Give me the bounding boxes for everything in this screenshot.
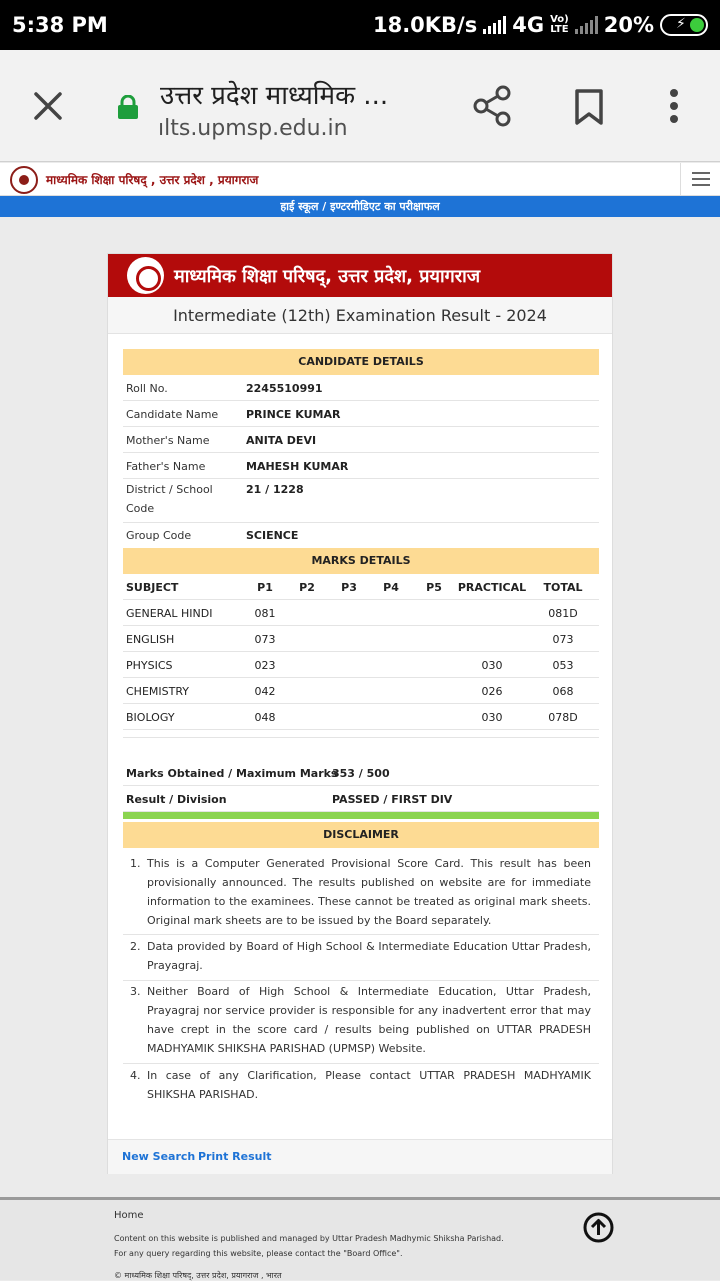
- column-header: PRACTICAL: [457, 581, 527, 594]
- roll-row: [123, 375, 599, 401]
- column-header: P1: [257, 581, 273, 594]
- disclaimer-item: [123, 937, 599, 981]
- page-footer: [0, 1197, 720, 1280]
- network-speed: 18.0KB/s: [372, 13, 478, 37]
- footer-published-text: Content on this website is published and managed by Uttar Pradesh Madhymic Shiksha Parishad.: [114, 1234, 504, 1243]
- disclaimer-text: Neither Board of High School & Intermediate Education, Uttar Pradesh, Prayagraj nor service provider is responsible for any inadvertent error that may have crept in the score card / results being published on UTTAR PRADESH MADHYAMIK SHIKSHA PARISHAD (UPMSP) Website.: [147, 985, 591, 1055]
- disclaimer-text: This is a Computer Generated Provisional Score Card. This result has been provisionally announced. The results published on website are for immediate information to the examinees. These cannot be treated as original mark sheets. Original mark sheets are to be issued by the Board separately.: [147, 857, 591, 927]
- marks-cell: 078D: [548, 711, 578, 724]
- disclaimer-item: [123, 854, 599, 935]
- site-header: [0, 163, 720, 196]
- column-header: SUBJECT: [126, 581, 179, 594]
- name-label: Candidate Name: [126, 408, 219, 421]
- card-actions: [108, 1139, 612, 1174]
- marks-obtained-value: 353 / 500: [332, 767, 390, 780]
- site-name[interactable]: माध्यमिक शिक्षा परिषद् , उत्तर प्रदेश , प्रयागराज: [46, 173, 259, 187]
- group-row: [123, 523, 599, 548]
- disclaimer-number: 4.: [130, 1069, 141, 1082]
- footer-contact-text: For any query regarding this website, please contact the "Board Office".: [114, 1249, 403, 1258]
- footer-copyright: © माध्यमिक शिक्षा परिषद्, उत्तर प्रदेश, प्रयागराज , भारत: [114, 1271, 282, 1280]
- result-division-label: Result / Division: [126, 793, 227, 806]
- new-search-link[interactable]: New Search: [122, 1150, 196, 1163]
- marks-cell: 048: [254, 711, 276, 724]
- marks-row: [123, 704, 599, 730]
- page-title[interactable]: उत्तर प्रदेश माध्यमिक ...: [160, 81, 389, 111]
- column-header: TOTAL: [543, 581, 583, 594]
- roll-value: 2245510991: [246, 382, 323, 395]
- column-header: P3: [341, 581, 357, 594]
- marks-cell: 030: [481, 659, 503, 672]
- marks-cell: 073: [254, 633, 276, 646]
- card-banner: [108, 254, 612, 297]
- clock: 5:38 PM: [12, 13, 108, 37]
- banner-logo: [127, 257, 164, 294]
- marks-cell: 030: [481, 711, 503, 724]
- subject-name: PHYSICS: [126, 659, 173, 672]
- subject-name: BIOLOGY: [126, 711, 175, 724]
- district-label: District / School: [126, 483, 213, 496]
- marks-row: [123, 678, 599, 704]
- result-division-row: [123, 786, 599, 812]
- marks-obtained-label: Marks Obtained / Maximum Marks: [126, 767, 338, 780]
- result-division-value: PASSED / FIRST DIV: [332, 793, 453, 806]
- marks-obtained-row: [123, 760, 599, 786]
- subject-name: ENGLISH: [126, 633, 175, 646]
- battery-icon: ⚡: [660, 14, 708, 36]
- marks-cell: 081D: [548, 607, 578, 620]
- roll-label: Roll No.: [126, 382, 168, 395]
- exam-title: Intermediate (12th) Examination Result - 2024: [108, 297, 612, 334]
- disclaimer-text: In case of any Clarification, Please contact UTTAR PRADESH MADHYAMIK SHIKSHA PARISHAD.: [147, 1069, 591, 1101]
- marks-row: [123, 652, 599, 678]
- lock-icon: [117, 95, 139, 119]
- close-icon[interactable]: [30, 88, 66, 124]
- marks-row: [123, 626, 599, 652]
- mother-row: [123, 427, 599, 453]
- disclaimer-text: Data provided by Board of High School & Intermediate Education Uttar Pradesh, Prayagraj.: [147, 940, 591, 972]
- father-row: [123, 453, 599, 479]
- disclaimer-item: [123, 982, 599, 1064]
- scroll-to-top-icon[interactable]: [583, 1212, 614, 1243]
- marks-spacer-row: [123, 730, 599, 738]
- signal-icon: [483, 16, 506, 34]
- marks-cell: 042: [254, 685, 276, 698]
- result-card: [107, 253, 613, 1174]
- volte-icon: Vo) LTE: [550, 14, 569, 35]
- district-label-code: Code: [126, 502, 155, 515]
- column-header: P2: [299, 581, 315, 594]
- name-value: PRINCE KUMAR: [246, 408, 341, 421]
- column-header: P5: [426, 581, 442, 594]
- marks-header-row: [123, 574, 599, 600]
- mother-label: Mother's Name: [126, 434, 210, 447]
- disclaimer-item: [123, 1066, 599, 1110]
- name-row: [123, 401, 599, 427]
- board-logo[interactable]: [10, 166, 38, 194]
- mother-value: ANITA DEVI: [246, 434, 317, 447]
- disclaimer-number: 1.: [130, 857, 141, 870]
- print-result-link[interactable]: Print Result: [198, 1150, 272, 1163]
- battery-percent: 20%: [603, 13, 654, 37]
- network-type: 4G: [512, 13, 545, 37]
- group-label: Group Code: [126, 529, 192, 542]
- marks-cell: 023: [254, 659, 276, 672]
- more-menu-icon[interactable]: [668, 88, 680, 124]
- candidate-details-heading: CANDIDATE DETAILS: [123, 349, 599, 375]
- result-status-bar: [123, 812, 599, 819]
- marks-cell: 026: [481, 685, 503, 698]
- subject-name: GENERAL HINDI: [126, 607, 213, 620]
- marks-cell: 053: [552, 659, 574, 672]
- father-value: MAHESH KUMAR: [246, 460, 349, 473]
- disclaimer-number: 3.: [130, 985, 141, 998]
- banner-title: माध्यमिक शिक्षा परिषद्, उत्तर प्रदेश, प्रयागराज: [174, 266, 481, 287]
- browser-toolbar: [0, 50, 720, 162]
- district-row: [123, 479, 599, 523]
- status-bar: [0, 0, 720, 50]
- disclaimer-number: 2.: [130, 940, 141, 953]
- marks-details-heading: MARKS DETAILS: [123, 548, 599, 574]
- share-icon[interactable]: [472, 85, 512, 127]
- father-label: Father's Name: [126, 460, 206, 473]
- subnav-bar[interactable]: हाई स्कूल / इण्टरमीडिएट का परीक्षाफल: [0, 196, 720, 217]
- disclaimer-heading: DISCLAIMER: [123, 822, 599, 848]
- district-value: 21 / 1228: [246, 483, 304, 496]
- subject-name: CHEMISTRY: [126, 685, 189, 698]
- signal-icon-2: [575, 16, 598, 34]
- group-value: SCIENCE: [246, 529, 299, 542]
- marks-cell: 081: [254, 607, 276, 620]
- bookmark-icon[interactable]: [574, 88, 604, 126]
- marks-cell: 073: [552, 633, 574, 646]
- url-domain[interactable]: ılts.upmsp.edu.in: [158, 116, 348, 141]
- hamburger-menu-icon[interactable]: [680, 163, 720, 195]
- home-link[interactable]: Home: [114, 1210, 144, 1221]
- column-header: P4: [383, 581, 399, 594]
- marks-cell: 068: [552, 685, 574, 698]
- marks-row: [123, 600, 599, 626]
